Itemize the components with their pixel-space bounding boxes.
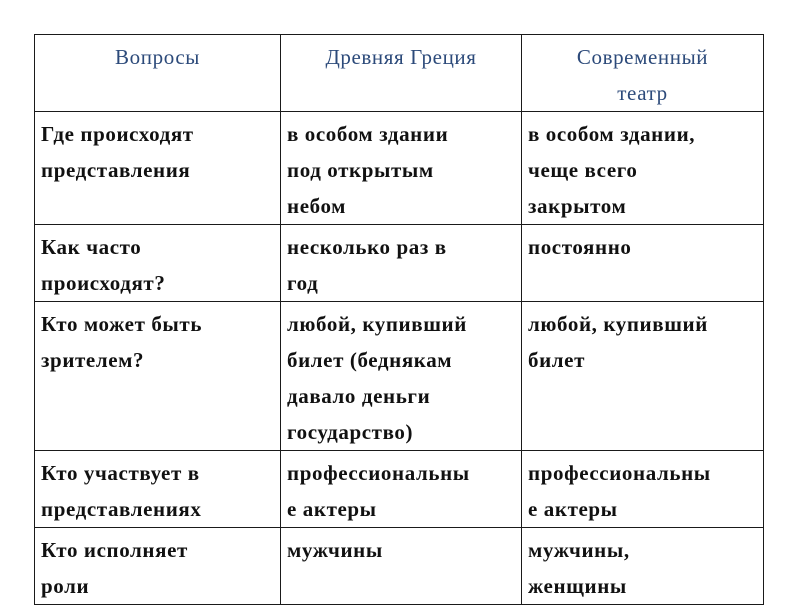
cell-line: представлениях — [41, 497, 202, 521]
cell-line: закрытом — [528, 194, 627, 218]
header-line: Вопросы — [115, 45, 200, 69]
cell-modern — [522, 528, 764, 605]
cell-line: происходят? — [41, 271, 166, 295]
cell-line: под открытым — [287, 158, 434, 182]
table-row — [35, 302, 764, 451]
header-line: театр — [617, 81, 668, 105]
cell-question — [35, 112, 281, 225]
table-header-row — [35, 35, 764, 112]
cell-greece — [281, 112, 522, 225]
header-questions — [35, 35, 281, 112]
cell-greece — [281, 451, 522, 528]
cell-greece — [281, 225, 522, 302]
cell-modern — [522, 225, 764, 302]
header-modern-theatre — [522, 35, 764, 112]
cell-greece — [281, 302, 522, 451]
header-ancient-greece — [281, 35, 522, 112]
cell-line: давало деньги — [287, 384, 431, 408]
cell-line: билет — [528, 348, 586, 372]
header-line: Древняя Греция — [325, 45, 477, 69]
cell-modern — [522, 112, 764, 225]
cell-line: любой, купивший — [287, 312, 467, 336]
table-row — [35, 528, 764, 605]
cell-line: Как часто — [41, 235, 142, 259]
cell-line: государство) — [287, 420, 414, 444]
cell-line: постоянно — [528, 235, 632, 259]
cell-line: мужчины — [287, 538, 383, 562]
table-row — [35, 225, 764, 302]
cell-question — [35, 451, 281, 528]
cell-greece — [281, 528, 522, 605]
cell-line: любой, купивший — [528, 312, 708, 336]
cell-line: зрителем? — [41, 348, 145, 372]
comparison-table-wrapper — [34, 34, 763, 598]
table-row — [35, 451, 764, 528]
cell-line: профессиональны — [528, 461, 711, 485]
cell-line: роли — [41, 574, 90, 598]
cell-line: е актеры — [287, 497, 377, 521]
cell-line: год — [287, 271, 319, 295]
cell-line: Кто исполняет — [41, 538, 188, 562]
cell-line: в особом здании, — [528, 122, 696, 146]
cell-line: профессиональны — [287, 461, 470, 485]
cell-modern — [522, 451, 764, 528]
comparison-table — [34, 34, 764, 605]
cell-line: небом — [287, 194, 347, 218]
header-line: Современный — [576, 45, 709, 69]
cell-line: мужчины, — [528, 538, 630, 562]
cell-line: Кто участвует в — [41, 461, 200, 485]
cell-line: билет (беднякам — [287, 348, 453, 372]
cell-line: несколько раз в — [287, 235, 447, 259]
cell-line: Где происходят — [41, 122, 194, 146]
cell-question — [35, 528, 281, 605]
cell-line: представления — [41, 158, 191, 182]
cell-line: Кто может быть — [41, 312, 203, 336]
cell-modern — [522, 302, 764, 451]
cell-line: в особом здании — [287, 122, 449, 146]
cell-question — [35, 225, 281, 302]
cell-line: женщины — [528, 574, 627, 598]
table-row — [35, 112, 764, 225]
cell-line: е актеры — [528, 497, 618, 521]
cell-line: чеще всего — [528, 158, 638, 182]
cell-question — [35, 302, 281, 451]
